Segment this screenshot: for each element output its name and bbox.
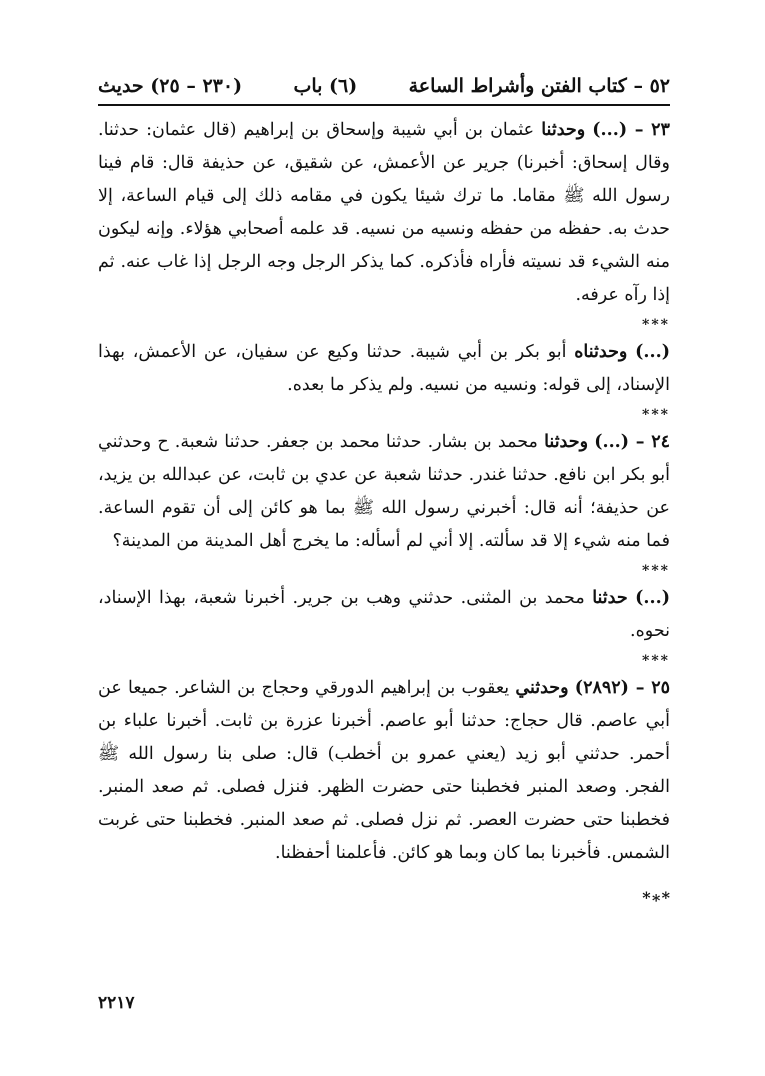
- hadith-paragraph-24: [98, 426, 670, 558]
- hadith-number: (...): [635, 342, 670, 362]
- section-separator: ***: [642, 407, 670, 423]
- hadith-number: ٢٤ – (...): [594, 432, 670, 452]
- narration-keyword: وحدثناه: [574, 342, 628, 362]
- hadith-paragraph-23b: [98, 336, 670, 402]
- hadith-paragraph-23: [98, 114, 670, 312]
- hadith-range: (٢٣٠ – ٢٥) حديث: [98, 75, 243, 97]
- hadith-text: يعقوب بن إبراهيم الدورقي وحجاج بن الشاعر. جميعا عن أبي عاصم. قال حجاج: حدثنا أبو عاصم. أخبرنا عزرة بن ثابت. أخبرنا علباء بن أحمر. حدثني أبو زيد (يعني عمرو بن أخطب) قال: صلى بنا رسول الله ﷺ الفجر. وصعد المنبر فخطبنا حتى حضرت الظهر. فنزل فصلى. ثم صعد المنبر. فخطبنا حتى حضرت العصر. ثم نزل فصلى. ثم صعد المنبر. فخطبنا حتى غربت الشمس. فأخبرنا بما كان وبما هو كائن. فأعلمنا أحفظنا.: [98, 678, 670, 863]
- section-separator: ***: [642, 653, 670, 669]
- hadith-number: ٢٥ – (٢٨٩٢): [574, 678, 670, 698]
- header-rule: [98, 104, 670, 106]
- section-separator: ***: [642, 317, 670, 333]
- hadith-number: ٢٣ – (...): [592, 120, 670, 140]
- hadith-text: محمد بن المثنى. حدثني وهب بن جرير. أخبرنا شعبة، بهذا الإسناد، نحوه.: [98, 588, 670, 641]
- chapter-label: (٦) باب: [293, 75, 358, 97]
- narration-keyword: وحدثنا: [544, 432, 589, 452]
- hadith-text: عثمان بن أبي شيبة وإسحاق بن إبراهيم (قال عثمان: حدثنا. وقال إسحاق: أخبرنا) جرير عن الأعمش، عن شقيق، عن حذيفة قال: قام فينا رسول الله ﷺ مقاما. ما ترك شيئا يكون في مقامه ذلك إلى قيام الساعة، إلا حدث به. حفظه من حفظه ونسيه من نسيه. قد علمه أصحابي هؤلاء. وإنه ليكون منه الشيء قد نسيته فأراه فأذكره. كما يذكر الرجل وجه الرجل إذا غاب عنه. ثم إذا رآه عرفه.: [98, 120, 670, 305]
- page-header: [98, 70, 670, 102]
- hadith-text: محمد بن بشار. حدثنا محمد بن جعفر. حدثنا شعبة. ح وحدثني أبو بكر ابن نافع. حدثنا غندر. حدثنا شعبة عن عدي بن ثابت، عن عبدالله بن يزيد، عن حذيفة؛ أنه قال: أخبرني رسول الله ﷺ بما هو كائن إلى أن تقوم الساعة. فما منه شيء إلا قد سألته. إلا أني لم أسأله: ما يخرج أهل المدينة من المدينة؟: [98, 432, 670, 551]
- book-title: ٥٢ – كتاب الفتن وأشراط الساعة: [408, 75, 670, 97]
- narration-keyword: حدثنا: [592, 588, 628, 608]
- section-separator: ***: [642, 563, 670, 579]
- hadith-paragraph-25: [98, 672, 670, 870]
- page-number: ٢٢١٧: [98, 993, 135, 1013]
- body-text: [98, 114, 670, 907]
- hadith-paragraph-24b: [98, 582, 670, 648]
- narration-keyword: وحدثني: [515, 678, 569, 698]
- narration-keyword: وحدثنا: [541, 120, 586, 140]
- end-ornament: *∗*: [642, 888, 670, 907]
- hadith-text: أبو بكر بن أبي شيبة. حدثنا وكيع عن سفيان، عن الأعمش، بهذا الإسناد، إلى قوله: ونسيه من نسيه. ولم يذكر ما بعده.: [98, 342, 670, 395]
- hadith-number: (...): [635, 588, 670, 608]
